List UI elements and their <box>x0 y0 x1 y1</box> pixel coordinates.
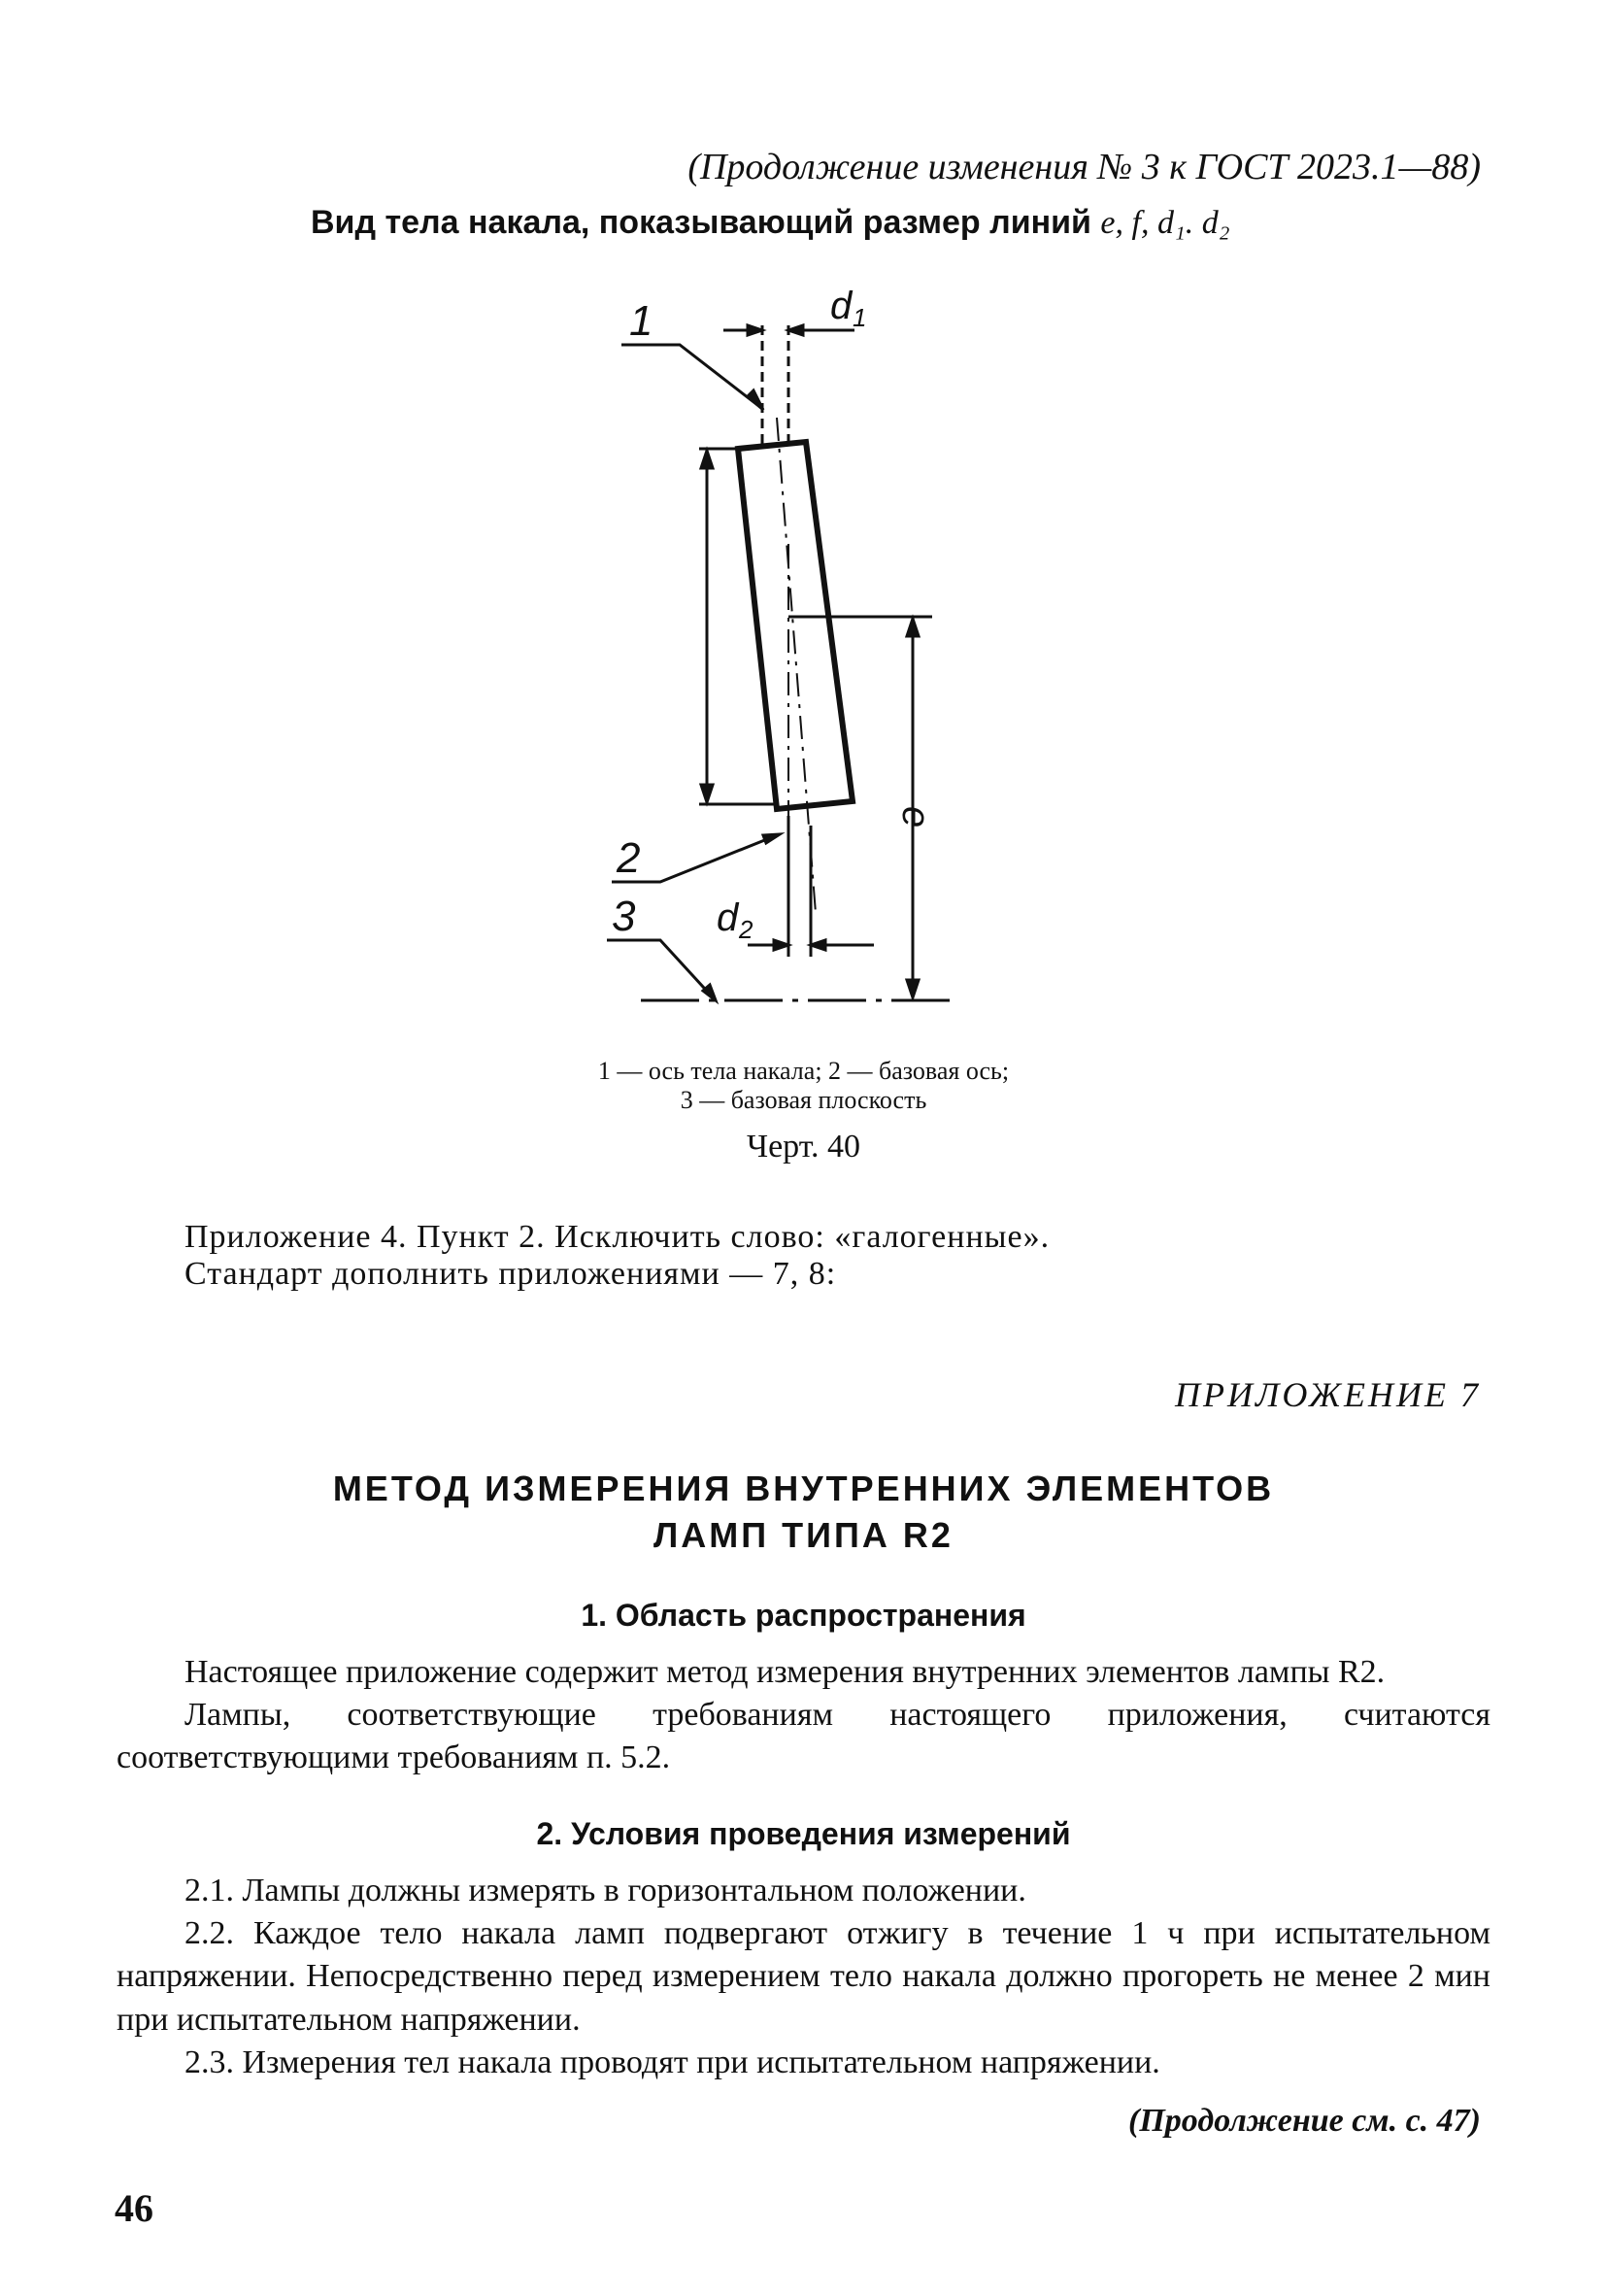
label-1: 1 <box>629 297 653 345</box>
figure-legend-line2: 3 — базовая плоскость <box>680 1086 927 1114</box>
label-e: e <box>894 806 937 828</box>
note-line-1: Приложение 4. Пункт 2. Исключить слово: «галогенные». <box>184 1219 1051 1255</box>
section-2-body <box>117 1870 1490 2084</box>
continued-note: (Продолжение см. с. 47) <box>1128 2103 1481 2139</box>
section-2-heading: 2. Условия проведения измерений <box>536 1816 1071 1851</box>
section-2-paragraph-2: 2.2. Каждое тело накала ламп подвергают отжигу в течение 1 ч при испытательном напряжении. Непосредственно перед измерением тело накала должно прогореть не менее 2 мин при испытательном напряжении. <box>117 1915 1490 2038</box>
label-d2-sub: 2 <box>739 915 753 944</box>
page-number: 46 <box>115 2186 153 2230</box>
filament-drawing <box>0 0 1607 1049</box>
filament-body <box>738 442 853 809</box>
note-line-2: Стандарт дополнить приложениями — 7, 8: <box>184 1256 837 1292</box>
continuation-header: (Продолжение изменения № 3 к ГОСТ 2023.1—88) <box>687 147 1481 187</box>
section-1-paragraph-2: Лампы, соответствующие требованиям настоящего приложения, считаются соответствующими требованиям п. 5.2. <box>117 1697 1490 1776</box>
appendix-title-line1: МЕТОД ИЗМЕРЕНИЯ ВНУТРЕННИХ ЭЛЕМЕНТОВ <box>332 1469 1275 1508</box>
figure-title-text: Вид тела накала, показывающий размер линий <box>311 204 1091 241</box>
chart-number: Черт. 40 <box>746 1129 861 1165</box>
figure-legend-line1: 1 — ось тела накала; 2 — базовая ось; <box>597 1057 1010 1085</box>
section-1-heading: 1. Область распространения <box>581 1598 1026 1633</box>
label-2: 2 <box>617 834 641 882</box>
label-d1: d <box>830 285 853 327</box>
label-d2: d <box>717 896 739 939</box>
leader-1 <box>621 345 761 408</box>
section-1-body <box>117 1651 1490 1780</box>
section-1-paragraph-1: Настоящее приложение содержит метод измерения внутренних элементов лампы R2. <box>184 1654 1386 1690</box>
figure-title-symbols: e, f, d₁. d₂ <box>1100 205 1230 241</box>
leader-3 <box>607 940 714 998</box>
appendix-title-line2: ЛАМП ТИПА R2 <box>653 1515 954 1555</box>
label-3: 3 <box>612 893 636 940</box>
label-d1-sub: 1 <box>853 303 867 332</box>
appendix-label: ПРИЛОЖЕНИЕ 7 <box>1175 1375 1481 1414</box>
section-2-paragraph-3: 2.3. Измерения тел накала проводят при испытательном напряжении. <box>184 2043 1160 2080</box>
section-2-paragraph-1: 2.1. Лампы должны измерять в горизонтальном положении. <box>184 1873 1026 1908</box>
